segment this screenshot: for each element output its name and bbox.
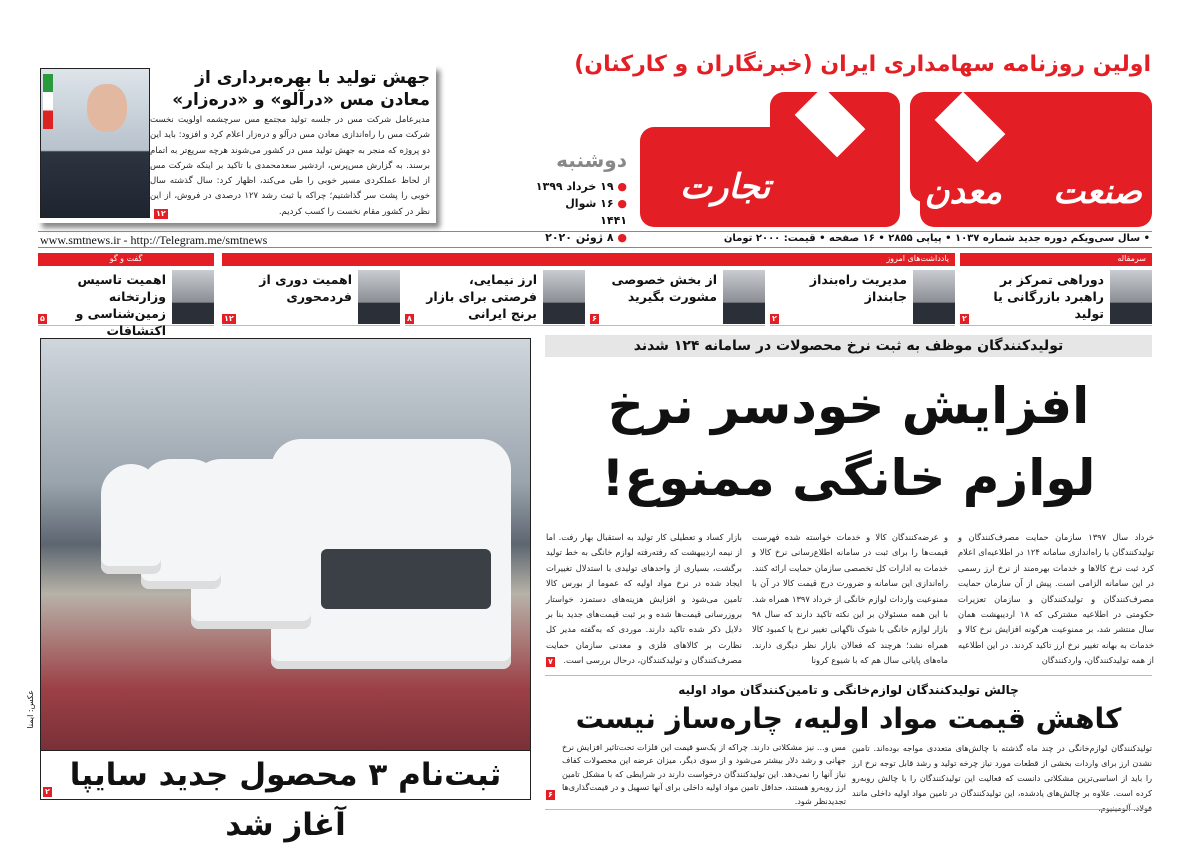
page-badge: ۷ [548,657,553,666]
issue-strip [38,231,1152,248]
top-story-body: مدیرعامل شرکت مس در جلسه تولید مجتمع مس سرچشمه اولویت نخست شرکت مس را راه‌اندازی معادن مس درآلو و دره‌زار اعلام کرد و افزود: باید این دو پروژه که منجر به جهش تولید مس در کشور می‌شوند هرچه سریع‌تر به اتمام برسند. به گزارش مس‌پرس، اردشیر سعدمحمدی با تاکید بر اینکه شرکت مس از لحاظ عملکردی مسیر خوبی را طی می‌کند، اظهار کرد: سال گذشته سال خوبی را پشت سر گذاشتیم؛ چراکه با ثبت رشد ۱۲۷ درصدی در فروش، از این نظر در کشور مقام نخست را کسب کردیم. [150,115,430,217]
second-col-1: تولیدکنندگان لوازم‌خانگی در چند ماه گذشته با چالش‌های متعددی مواجه بوده‌اند. تامین نشدن ارز برای واردات بخشی از قطعات مورد نیاز چرخه تولید و رشد قابل توجه نرخ ارز را باید از اساسی‌ترین مشکلاتی دانست که فعالیت این تولیدکنندگان را با چالش روبه‌رو کرده است. علاوه بر چالش‌های یادشده، این تولیدکنندگان در تامین مواد اولیه داخلی مانند فولاد، آلومینیوم، [852,743,1152,813]
date-gregorian: ۸ ژوئن ۲۰۲۰ [545,231,614,244]
second-col-2: مس و... نیز مشکلاتی دارند. چراکه از یک‌سو قیمت این فلزات تحت‌تاثیر افزایش نرخ جهانی و رشد دلار بیشتر می‌شود و از سوی دیگر، میزان عرضه این محصولات کفاف نیاز آنها را نمی‌دهد. این تولیدکنندگان درخواست دارند در شرایطی که با مشکل تامین ارز روبه‌رو هستند، حداقل تامین مواد اولیه داخلی برای آنها تسهیل و در قیمت‌گذاری‌ها تجدیدنظر شود. [562,742,846,806]
column-item[interactable]: از بخش خصوصی مشورت بگیرید ۶ [590,268,765,326]
flag-icon [43,74,53,129]
author-photo [543,270,585,324]
column-item[interactable]: دوراهی تمرکز بر راهبرد بازرگانی یا تولید ۲ [960,268,1152,326]
page-badge: ۶ [548,790,553,799]
logo-sub-mine: معدن [924,172,1002,212]
column-item[interactable]: مدیریت راه‌بنداز جابنداز ۲ [770,268,955,326]
interviewee-photo [172,270,214,324]
column-item[interactable]: اهمیت دوری از فردمحوری ۱۲ [222,268,400,326]
author-photo [1110,270,1152,324]
page-badge: ۲ [45,787,50,796]
page-badge: ۱۲ [156,209,166,218]
weekday: دوشنبه [556,148,627,172]
photo-headline-text: ثبت‌نام ۳ محصول جدید سایپا آغاز شد [69,757,502,843]
issue-info: • سال سی‌ویکم دوره جدید شماره ۱۰۳۷ • پیاپی ۲۸۵۵ • ۱۶ صفحه • قیمت: ۲۰۰۰ تومان [723,233,1150,244]
issue-date: دوشنبه ● ۱۹ خرداد ۱۳۹۹ ● ۱۶ شوال ۱۴۴۱ ● ۸ ژوئن ۲۰۲۰ [535,148,627,244]
lead-kicker: تولیدکنندگان موظف به ثبت نرخ محصولات در سامانه ۱۲۴ شدند [545,335,1152,357]
author-photo [723,270,765,324]
section-notes: یادداشت‌های امروز [222,253,955,266]
lead-headline[interactable]: افزایش خودسر نرخ لوازم خانگی ممنوع! [601,377,1096,507]
top-story-box[interactable] [38,65,436,223]
column-item[interactable]: اهمیت تاسیس وزارتخانه زمین‌شناسی و اکتشافات ۵ [38,268,214,326]
divider [545,809,1152,810]
logo-sub-trade: تجارت [680,167,771,207]
second-headline[interactable]: کاهش قیمت مواد اولیه، چاره‌ساز نیست [575,702,1122,735]
logo-sub-industry: صنعت [1053,172,1142,212]
photo-credit: عکس: ایمنا [26,690,35,729]
section-editorial: سرمقاله [960,253,1152,266]
second-kicker: چالش تولیدکنندگان لوازم‌خانگی و تامین‌کنندگان مواد اولیه [678,683,1019,697]
masthead-tagline: اولین روزنامه سهامداری ایران (خبرنگاران و کارکنان) [574,52,1151,77]
photo-headline[interactable] [40,750,531,843]
top-story-photo [40,68,150,218]
column-item[interactable]: ارز نیمایی، فرصتی برای بازار برنج ایرانی ۸ [405,268,585,326]
top-story-title: جهش تولید با بهره‌برداری از معادن مس «درآلو» و «دره‌زار» [172,68,430,110]
section-interview: گفت و گو [38,253,214,266]
author-photo [358,270,400,324]
lead-col-3: بازار کساد و تعطیلی کار تولید به استقبال بهار رفت. اما از نیمه اردیبهشت که رفته‌رفته لوازم خانگی به خط تولید برگشت، بسیاری از واحدهای تولیدی با استدلال تغییرات ایجاد شده در نرخ مواد اولیه که عموما از بورس کالا تامین می‌شود و افزایش هزینه‌های دستمزد خواستار بروزرسانی قیمت‌ها شده و بر ثبت قیمت‌های جدید بنا بر دلایل ذکر شده تاکید دارند. موردی که به‌گفته مدیر کل نظارت بر کالاهای فلزی و معدنی سازمان حمایت مصرف‌کنندگان و تولیدکنندگان، درحال بررسی است. [546,532,742,666]
author-photo [913,270,955,324]
lead-col-2: و عرضه‌کنندگان کالا و خدمات خواسته شده فهرست قیمت‌ها را برای ثبت در سامانه اطلاع‌رسانی نرخ کالا و خدمات به ادارات کل تخصصی سازمان حمایت ارائه کنند. راه‌اندازی این سامانه و ضرورت درج قیمت کالا در آن با ممنوعیت واردات لوازم خانگی از خرداد ۱۳۹۷ همراه شد. با این همه مسئولان بر این نکته تاکید دارند که سال ۹۸ بازار لوازم خانگی با شوک ناگهانی تغییر نرخ یا کمبود کالا همراه نشد؛ هرچند که فعالان بازار نظر دیگری دارند. ماه‌های پایانی سال هم که با شیوع کرونا [752,532,948,666]
date-solar: ۱۹ خرداد ۱۳۹۹ [535,180,614,193]
date-lunar: ۱۶ شوال ۱۴۴۱ [565,197,627,227]
saipa-cars-photo [40,338,531,751]
lead-col-1: خرداد سال ۱۳۹۷ سازمان حمایت مصرف‌کنندگان و تولیدکنندگان با راه‌اندازی سامانه ۱۲۴ در اطلاعیه‌ای اعلام کرد ثبت نرخ کالاها و خدمات بهره‌مند از نرخ ارز رسمی در این سامانه الزامی است. پیش از آن سازمان حمایت مصرف‌کنندگان و تولیدکنندگان و سازمان تعزیرات حکومتی در اطلاعیه مشترکی که ۱۸ اردیبهشت همان سال منتشر شد، بر ممنوعیت هرگونه افزایش نرخ کالا و خدمات به بهانه تغییر نرخ ارز تاکید کردند. در این اطلاعیه از همه تولیدکنندگان، واردکنندگان [958,532,1155,666]
website-urls[interactable]: www.smtnews.ir - http://Telegram.me/smtnews [40,233,268,247]
divider [545,675,1152,676]
masthead-logo [640,92,1152,227]
